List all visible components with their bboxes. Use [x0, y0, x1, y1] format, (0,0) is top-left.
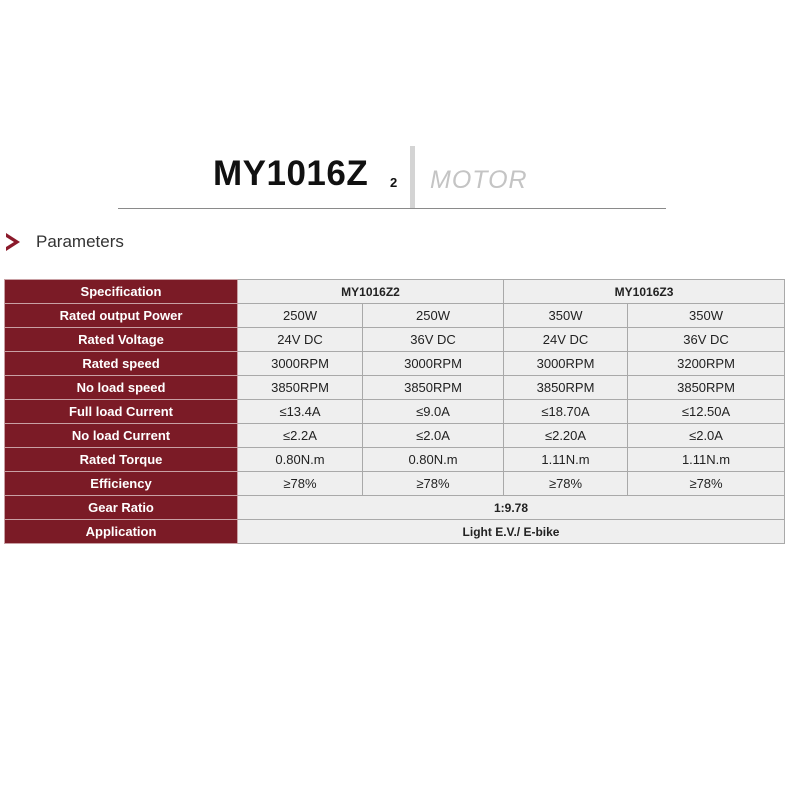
row-label: Rated output Power: [5, 304, 238, 328]
table-cell: 24V DC: [504, 328, 628, 352]
table-cell: ≤2.2A: [238, 424, 363, 448]
table-cell: 1.11N.m: [504, 448, 628, 472]
table-row: [5, 304, 785, 328]
table-cell: 3850RPM: [238, 376, 363, 400]
gear-ratio-value: 1:9.78: [238, 496, 785, 520]
table-cell: 0.80N.m: [238, 448, 363, 472]
row-label: Rated speed: [5, 352, 238, 376]
table-cell: ≤13.4A: [238, 400, 363, 424]
table-cell: 3850RPM: [504, 376, 628, 400]
motor-label: MOTOR: [430, 166, 528, 194]
model-b-header: MY1016Z3: [504, 280, 785, 304]
spec-table: [4, 279, 785, 544]
parameters-heading: [4, 228, 124, 256]
table-row: [5, 448, 785, 472]
title-block: [118, 146, 666, 209]
table-cell: ≤12.50A: [628, 400, 785, 424]
application-row: [5, 520, 785, 544]
chevron-right-icon: [4, 230, 24, 254]
spec-header-label: Specification: [5, 280, 238, 304]
parameters-label: Parameters: [36, 232, 124, 251]
application-label: Application: [5, 520, 238, 544]
table-row: [5, 376, 785, 400]
table-cell: ≥78%: [238, 472, 363, 496]
gear-ratio-row: [5, 496, 785, 520]
table-cell: 350W: [628, 304, 785, 328]
table-cell: 24V DC: [238, 328, 363, 352]
row-label: No load speed: [5, 376, 238, 400]
table-cell: ≤2.0A: [363, 424, 504, 448]
row-label: No load Current: [5, 424, 238, 448]
table-cell: ≤2.0A: [628, 424, 785, 448]
table-cell: 1.11N.m: [628, 448, 785, 472]
table-cell: ≤9.0A: [363, 400, 504, 424]
table-cell: 3850RPM: [628, 376, 785, 400]
table-cell: 250W: [238, 304, 363, 328]
table-cell: ≥78%: [628, 472, 785, 496]
row-label: Rated Voltage: [5, 328, 238, 352]
table-row: [5, 352, 785, 376]
table-cell: 36V DC: [628, 328, 785, 352]
table-row: [5, 328, 785, 352]
table-cell: ≤18.70A: [504, 400, 628, 424]
table-cell: ≤2.20A: [504, 424, 628, 448]
table-row: [5, 400, 785, 424]
table-cell: 3000RPM: [238, 352, 363, 376]
row-label: Full load Current: [5, 400, 238, 424]
table-cell: ≥78%: [504, 472, 628, 496]
table-header-row: [5, 280, 785, 304]
model-title: MY1016Z: [213, 154, 369, 193]
row-label: Efficiency: [5, 472, 238, 496]
table-cell: 250W: [363, 304, 504, 328]
table-row: [5, 424, 785, 448]
title-divider: [410, 146, 415, 208]
table-cell: 3200RPM: [628, 352, 785, 376]
table-cell: 3000RPM: [504, 352, 628, 376]
table-cell: ≥78%: [363, 472, 504, 496]
model-subscript: 2: [390, 175, 398, 190]
table-cell: 0.80N.m: [363, 448, 504, 472]
table-cell: 36V DC: [363, 328, 504, 352]
row-label: Rated Torque: [5, 448, 238, 472]
gear-ratio-label: Gear Ratio: [5, 496, 238, 520]
table-cell: 3850RPM: [363, 376, 504, 400]
table-row: [5, 472, 785, 496]
model-a-header: MY1016Z2: [238, 280, 504, 304]
table-cell: 3000RPM: [363, 352, 504, 376]
application-value: Light E.V./ E-bike: [238, 520, 785, 544]
table-cell: 350W: [504, 304, 628, 328]
